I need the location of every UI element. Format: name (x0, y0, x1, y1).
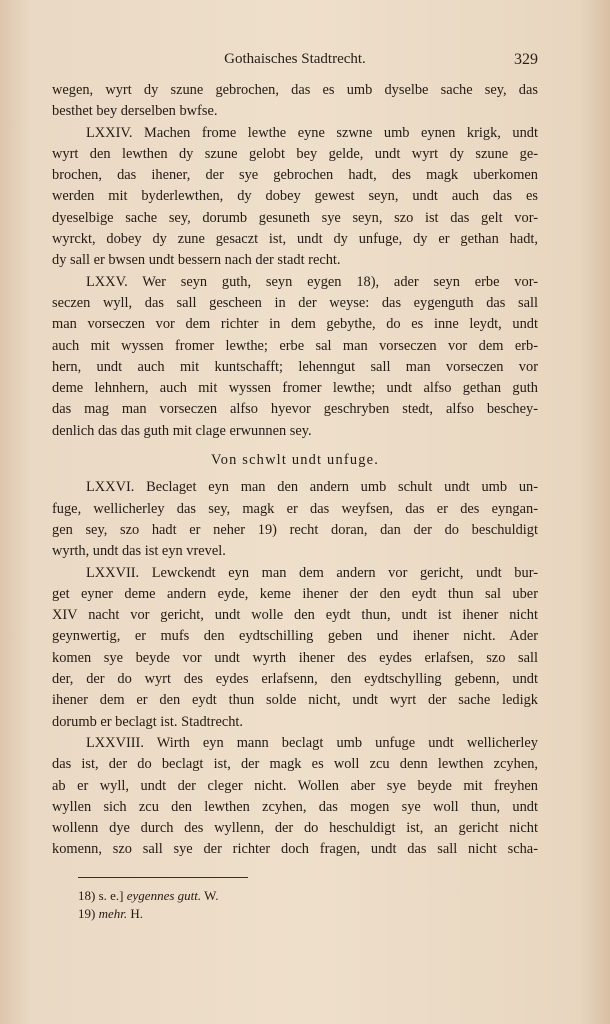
footnote-source: H. (130, 906, 144, 921)
text-line: komen sye beyde vor undt wyrth ihener des eydes erlafsen, szo sall (52, 649, 538, 666)
text-line: geynwertig, er mufs den eydtschilling geben und ihener nicht. Ader (52, 628, 538, 645)
footnote-text: mehr. (98, 906, 128, 921)
text-line: wollenn dye durch des wyllenn, der do heschuldigt ist, an gericht nicht (52, 820, 538, 837)
section-heading: Von schwlt undt unfuge. (210, 452, 380, 469)
section-lxxv-start: LXXV. Wer seyn guth, seyn eygen 18), ader seyn erbe vor- (86, 273, 538, 290)
text-line: werden mit byderlewthen, dy dobey gewest seyn, undt auch das es (52, 188, 538, 205)
footnote-number: 19) (78, 906, 96, 921)
text-line: komenn, szo sall sye der richter doch fragen, undt das sall nicht scha- (52, 841, 538, 858)
section-lxxviii-start: LXXVIII. Wirth eyn mann beclagt umb unfuge undt wellicherley (86, 734, 538, 751)
running-head (52, 51, 538, 73)
text-line: dyeselbige sache sey, dorumb gesuneth sye seyn, szo ist das gelt vor- (52, 209, 538, 226)
footnote-18 (78, 887, 478, 905)
text-line: besthet bey derselben bwfse. (52, 103, 218, 120)
footnotes (78, 887, 478, 923)
text-line: ihener dem er den eydt thun solde nicht, undt wyrt der sache ledigk (52, 692, 538, 709)
text-line: XIV nacht vor gericht, undt wolle den eydt thun, undt ist ihener nicht (52, 607, 538, 624)
text-line: auch mit wyssen fromer lewthe; erbe sal man vorseczen vor dem erb- (52, 337, 538, 354)
text-line: fuge, wellicherley das sey, magk er das weyfsen, das er des eyngan- (52, 500, 538, 517)
page-number: 329 (514, 51, 538, 68)
text-line: deme lehnhern, auch mit wyssen fromer lewthe; undt alfso gethan guth (52, 380, 538, 397)
text-line: get eyner deme andern eyde, keme ihener der den eydt thun sal uber (52, 585, 538, 602)
text-line: das ist, der do beclagt ist, der magk es woll zcu denn lewthen zcyhen, (52, 756, 538, 773)
text-line: wyrth, undt das ist eyn vrevel. (52, 543, 226, 560)
text-line: brochen, das ihener, der sye gebrochen hadt, des magk uberkomen (52, 167, 538, 184)
footnote-19 (78, 905, 478, 923)
section-lxxiv-start: LXXIV. Machen frome lewthe eyne szwne umb eynen krigk, undt (86, 124, 538, 141)
footnote-divider (78, 877, 248, 878)
text-line: dorumb er beclagt ist. Stadtrecht. (52, 713, 244, 730)
text-line: das mag man vorseczen alfso hyevor geschryben stedt, alfso beschey- (52, 401, 538, 418)
text-line: man vorseczen vor dem richter in dem gebythe, do es inne leydt, undt (52, 316, 538, 333)
text-line: wyrckt, dobey dy zune gesaczt ist, undt dy unfuge, dy er gethan hadt, (52, 231, 538, 248)
text-line: der, der do wyrt des eydes erlafsenn, den eydtschylling gebenn, undt (52, 671, 538, 688)
footnote-ref: s. e.] (98, 888, 124, 903)
text-line: denlich das das guth mit clage erwunnen sey. (52, 422, 312, 439)
footnote-number: 18) (78, 888, 96, 903)
section-lxxvi-start: LXXVI. Beclaget eyn man den andern umb schult undt umb un- (86, 479, 538, 496)
body-text (52, 80, 538, 861)
text-line: ab er wyll, undt der cleger nicht. Wollen aber sye beyde mit freyhen (52, 777, 538, 794)
text-line: wyrt den lewthen dy szune gelobt bey gelde, undt wyrt dy szune ge- (52, 145, 538, 162)
text-line: wegen, wyrt dy szune gebrochen, das es umb dyselbe sache sey, das (52, 82, 538, 98)
text-line: gen sey, szo hadt er neher 19) recht doran, dan der do beschuldigt (52, 521, 538, 538)
text-line: seczen wyll, das sall gescheen in der weyse: das eygenguth das sall (52, 294, 538, 311)
text-line: wyllen sich zcu den lewthen zcyhen, das mogen sye woll thun, undt (52, 798, 538, 815)
footnote-text: eygennes gutt. (126, 888, 202, 903)
running-title: Gothaisches Stadtrecht. (224, 51, 366, 67)
text-line: hern, undt auch mit kuntschafft; lehenngut sall man vorseczen vor (52, 358, 538, 375)
text-line: dy sall er bwsen undt bessern nach der stadt recht. (52, 252, 341, 269)
footnote-source: W. (204, 888, 219, 903)
section-lxxvii-start: LXXVII. Lewckendt eyn man dem andern vor gericht, undt bur- (86, 564, 538, 581)
